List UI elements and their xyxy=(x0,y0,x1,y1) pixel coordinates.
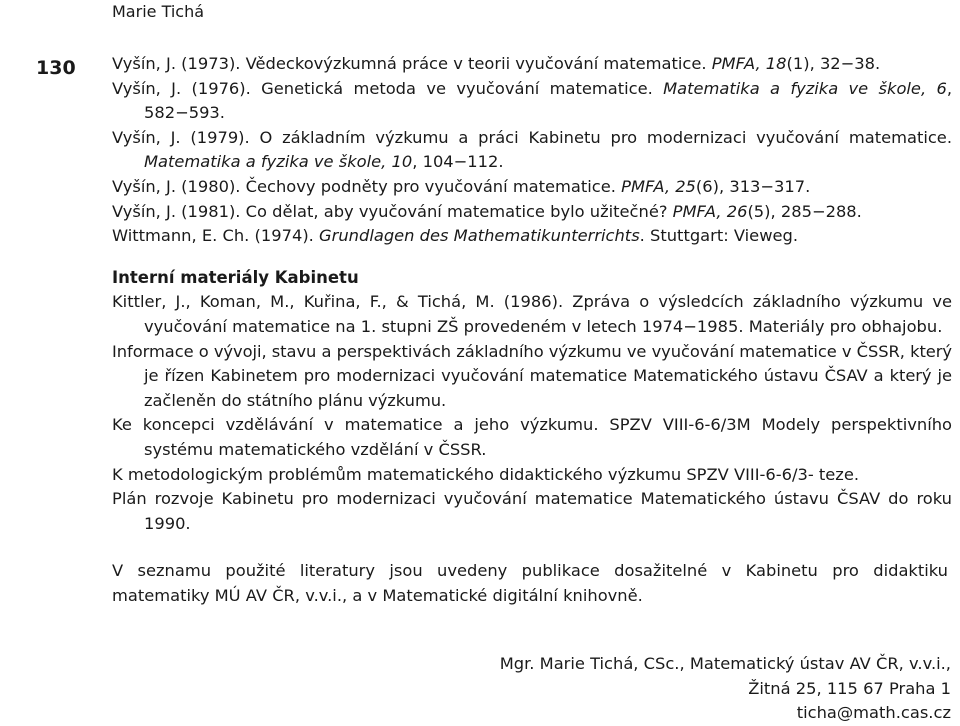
reference-title: Genetická metoda ve vyučování matematice. xyxy=(261,78,664,98)
internal-material-item: Informace o vývoji, stavu a perspektivách základního výzkumu ve vyučování matematice v ČSSR, který je řízen Kabinetem pro modernizaci vyučování matematice Matematického ústavu ČSAV a který je začleněn do státního plánu výzkumu. xyxy=(112,341,952,410)
internal-material-item: Ke koncepci vzdělávání v matematice a jeho výzkumu. SPZV VIII-6-6/3M Modely perspektivního systému matematického vzdělání v ČSSR. xyxy=(112,415,952,459)
reference-list xyxy=(112,52,952,249)
internal-material-item: K metodologickým problémům matematického didaktického výzkumu SPZV VIII-6-6/3- teze. xyxy=(112,464,860,484)
reference-entry xyxy=(112,175,952,200)
internal-material-item: Kittler, J., Koman, M., Kuřina, F., & Tichá, M. (1986). Zpráva o výsledcích základního výzkumu ve vyučování matematice na 1. stupni ZŠ provedeném v letech 1974−1985. Materiály pro obhajobu. xyxy=(112,292,952,336)
reference-entry xyxy=(112,224,952,249)
references-section xyxy=(112,52,952,608)
reference-venue: PMFA, 18 xyxy=(711,54,787,73)
page-number: 130 xyxy=(36,57,76,79)
reference-authors: Vyšín, J. (1980). xyxy=(112,176,246,196)
reference-details: , 104−112. xyxy=(412,152,504,172)
reference-details: (6), 313−317. xyxy=(695,176,811,196)
author-signature-block xyxy=(500,652,951,726)
reference-authors: Vyšín, J. (1973). xyxy=(112,54,246,73)
reference-entry xyxy=(112,126,952,175)
signature-email: ticha@math.cas.cz xyxy=(796,703,951,723)
internal-materials-heading: Interní materiály Kabinetu xyxy=(112,267,359,287)
internal-material-item: Plán rozvoje Kabinetu pro modernizaci vyučování matematice Matematického ústavu ČSAV do roku 1990. xyxy=(112,489,952,533)
reference-venue: Matematika a fyzika ve škole, 6 xyxy=(663,78,947,98)
reference-venue: PMFA, 26 xyxy=(672,201,748,221)
reference-details: , 582−593. xyxy=(144,78,953,123)
running-head: Marie Tichá xyxy=(112,2,205,21)
closing-note: V seznamu použité literatury jsou uvedeny publikace dosažitelné v Kabinetu pro didaktiku matematiky MÚ AV ČR, v.v.i., a v Matematické digitální knihovně. xyxy=(112,561,948,605)
reference-authors: Wittmann, E. Ch. (1974). xyxy=(112,226,320,246)
reference-details: . Stuttgart: Vieweg. xyxy=(639,226,799,246)
reference-entry xyxy=(112,52,952,77)
reference-entry xyxy=(112,200,952,225)
signature-affiliation: Mgr. Marie Tichá, CSc., Matematický ústav AV ČR, v.v.i., xyxy=(499,654,951,673)
reference-authors: Vyšín, J. (1979). xyxy=(112,127,260,147)
reference-authors: Vyšín, J. (1981). xyxy=(112,201,246,221)
reference-venue: PMFA, 25 xyxy=(621,176,696,196)
reference-venue: Grundlagen des Mathematikunterrichts xyxy=(319,226,640,246)
reference-authors: Vyšín, J. (1976). xyxy=(112,78,262,98)
internal-materials-list xyxy=(112,290,952,536)
reference-entry xyxy=(112,77,952,126)
reference-details: (5), 285−288. xyxy=(747,201,862,221)
signature-address: Žitná 25, 115 67 Praha 1 xyxy=(748,678,951,698)
reference-title: Čechovy podněty pro vyučování matematice. xyxy=(245,176,622,196)
reference-details: (1), 32−38. xyxy=(786,54,881,73)
reference-title: Co dělat, aby vyučování matematice bylo užitečné? xyxy=(245,201,673,221)
reference-venue: Matematika a fyzika ve škole, 10 xyxy=(144,152,413,172)
reference-title: O základním výzkumu a práci Kabinetu pro modernizaci vyučování matematice. xyxy=(259,127,952,147)
reference-title: Vědeckovýzkumná práce v teorii vyučování matematice. xyxy=(245,54,712,73)
